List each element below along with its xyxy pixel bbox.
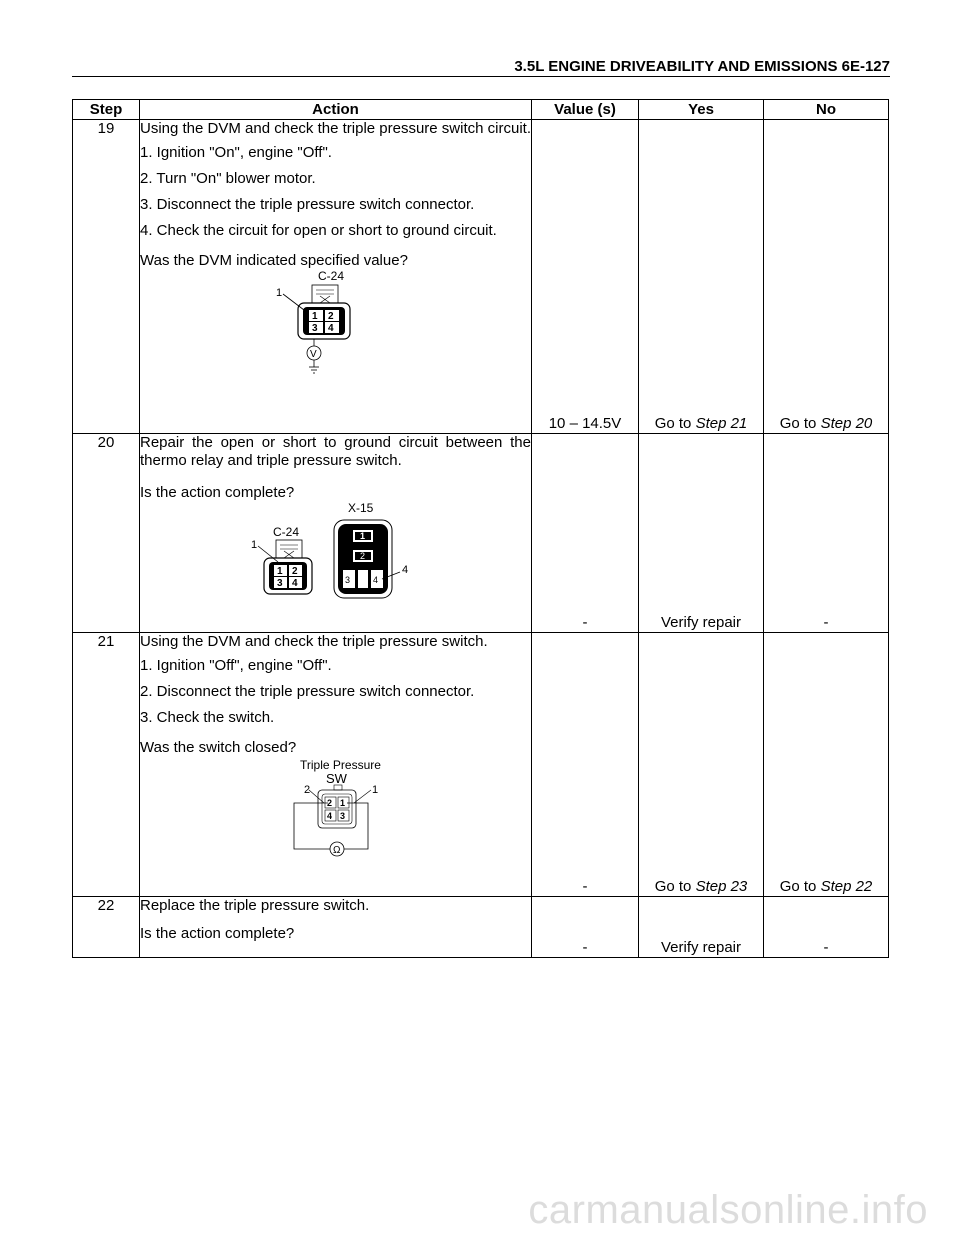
yes-prefix: Go to [654, 415, 696, 432]
pin-right-label: 1 [371, 784, 378, 796]
yes-cell [639, 120, 764, 434]
table-row [73, 434, 889, 633]
switch-pin-1: 1 [339, 798, 345, 808]
action-cell [140, 633, 532, 897]
no-cell: - [764, 897, 889, 958]
table-row [73, 633, 889, 897]
diagnostic-table [72, 99, 889, 958]
pin-label: 1 [275, 287, 282, 299]
action-item: 1. Ignition "On", engine "Off". [140, 144, 332, 161]
action-cell [140, 897, 532, 958]
switch-check-diagram [276, 757, 396, 857]
connector-b-label: X-15 [347, 502, 373, 515]
value-cell: - [532, 434, 639, 633]
yes-cell [639, 633, 764, 897]
table-row [73, 897, 889, 958]
no-step-link[interactable]: Step 22 [820, 878, 873, 895]
value-cell: - [532, 633, 639, 897]
meter-lead-left [294, 803, 330, 849]
switch-title: Triple Pressure [299, 758, 381, 772]
action-question: Is the action complete? [140, 925, 295, 942]
col-yes-header: Yes [639, 100, 764, 120]
connector-a-label: C-24 [272, 525, 299, 539]
table-row [73, 120, 889, 434]
no-cell: - [764, 434, 889, 633]
col-step-header: Step [73, 100, 140, 120]
meter-label: Ω [332, 845, 340, 856]
pin-b-1: 1 [359, 531, 365, 541]
table-header-row [73, 100, 889, 120]
meter-label: V [309, 349, 317, 360]
pin-3: 3 [311, 323, 318, 334]
action-question: Was the switch closed? [140, 739, 297, 756]
yes-cell: Verify repair [639, 434, 764, 633]
switch-pin-3: 3 [339, 811, 345, 821]
pin-a-3: 3 [276, 578, 283, 589]
pin-a-4: 4 [291, 578, 298, 589]
switch-pin-4: 4 [326, 811, 332, 821]
yes-prefix: Go to [654, 878, 696, 895]
step-number: 22 [73, 897, 140, 958]
pin-b-3: 3 [344, 575, 350, 585]
action-intro: Using the DVM and check the triple pressure switch. [140, 633, 488, 650]
col-value-header: Value (s) [532, 100, 639, 120]
action-cell [140, 434, 532, 633]
pin-b-4: 4 [372, 575, 378, 585]
value-cell: - [532, 897, 639, 958]
yes-step-link[interactable]: Step 23 [695, 878, 748, 895]
no-prefix: Go to [779, 415, 821, 432]
action-item: 3. Check the switch. [140, 709, 275, 726]
action-question: Was the DVM indicated specified value? [140, 252, 408, 269]
col-action-header: Action [140, 100, 532, 120]
yes-cell: Verify repair [639, 897, 764, 958]
action-item: 2. Turn "On" blower motor. [140, 170, 316, 187]
step-number: 21 [73, 633, 140, 897]
pin-left-label: 2 [303, 784, 310, 796]
watermark: carmanualsonline.info [528, 1188, 928, 1232]
action-item: 2. Disconnect the triple pressure switch connector. [140, 683, 475, 700]
pin-b-2: 2 [359, 551, 365, 561]
header-rule [72, 76, 890, 77]
voltage-check-diagram [276, 270, 396, 375]
pin-leader-line [283, 294, 304, 310]
yes-step-link[interactable]: Step 21 [695, 415, 748, 432]
no-step-link[interactable]: Step 20 [820, 415, 873, 432]
action-item: 1. Ignition "Off", engine "Off". [140, 657, 332, 674]
no-cell [764, 120, 889, 434]
pin-a-2: 2 [291, 566, 298, 577]
value-cell: 10 – 14.5V [532, 120, 639, 434]
pin-a-label: 1 [250, 539, 257, 551]
connector-label: C-24 [317, 270, 344, 283]
pin-b-label: 4 [401, 564, 408, 576]
switch-pin-2: 2 [326, 798, 332, 808]
switch-connector [318, 790, 356, 828]
switch-subtitle: SW [325, 771, 347, 786]
action-intro: Replace the triple pressure switch. [140, 897, 370, 914]
pin-2: 2 [327, 311, 334, 322]
pin-a-1: 1 [276, 566, 283, 577]
action-item: 4. Check the circuit for open or short to ground circuit. [140, 222, 497, 239]
pin-1: 1 [311, 311, 318, 322]
step-number: 20 [73, 434, 140, 633]
action-item: 3. Disconnect the triple pressure switch connector. [140, 196, 475, 213]
no-prefix: Go to [779, 878, 821, 895]
action-question: Is the action complete? [140, 484, 295, 501]
action-intro: Using the DVM and check the triple pressure switch circuit. [140, 120, 531, 137]
pin-4: 4 [327, 323, 334, 334]
circuit-repair-diagram [246, 502, 426, 602]
step-number: 19 [73, 120, 140, 434]
action-intro: Repair the open or short to ground circuit between the thermo relay and triple pressure switch. [140, 434, 531, 469]
col-no-header: No [764, 100, 889, 120]
page-header: 3.5L ENGINE DRIVEABILITY AND EMISSIONS 6E-127 [514, 58, 890, 75]
action-cell [140, 120, 532, 434]
no-cell [764, 633, 889, 897]
